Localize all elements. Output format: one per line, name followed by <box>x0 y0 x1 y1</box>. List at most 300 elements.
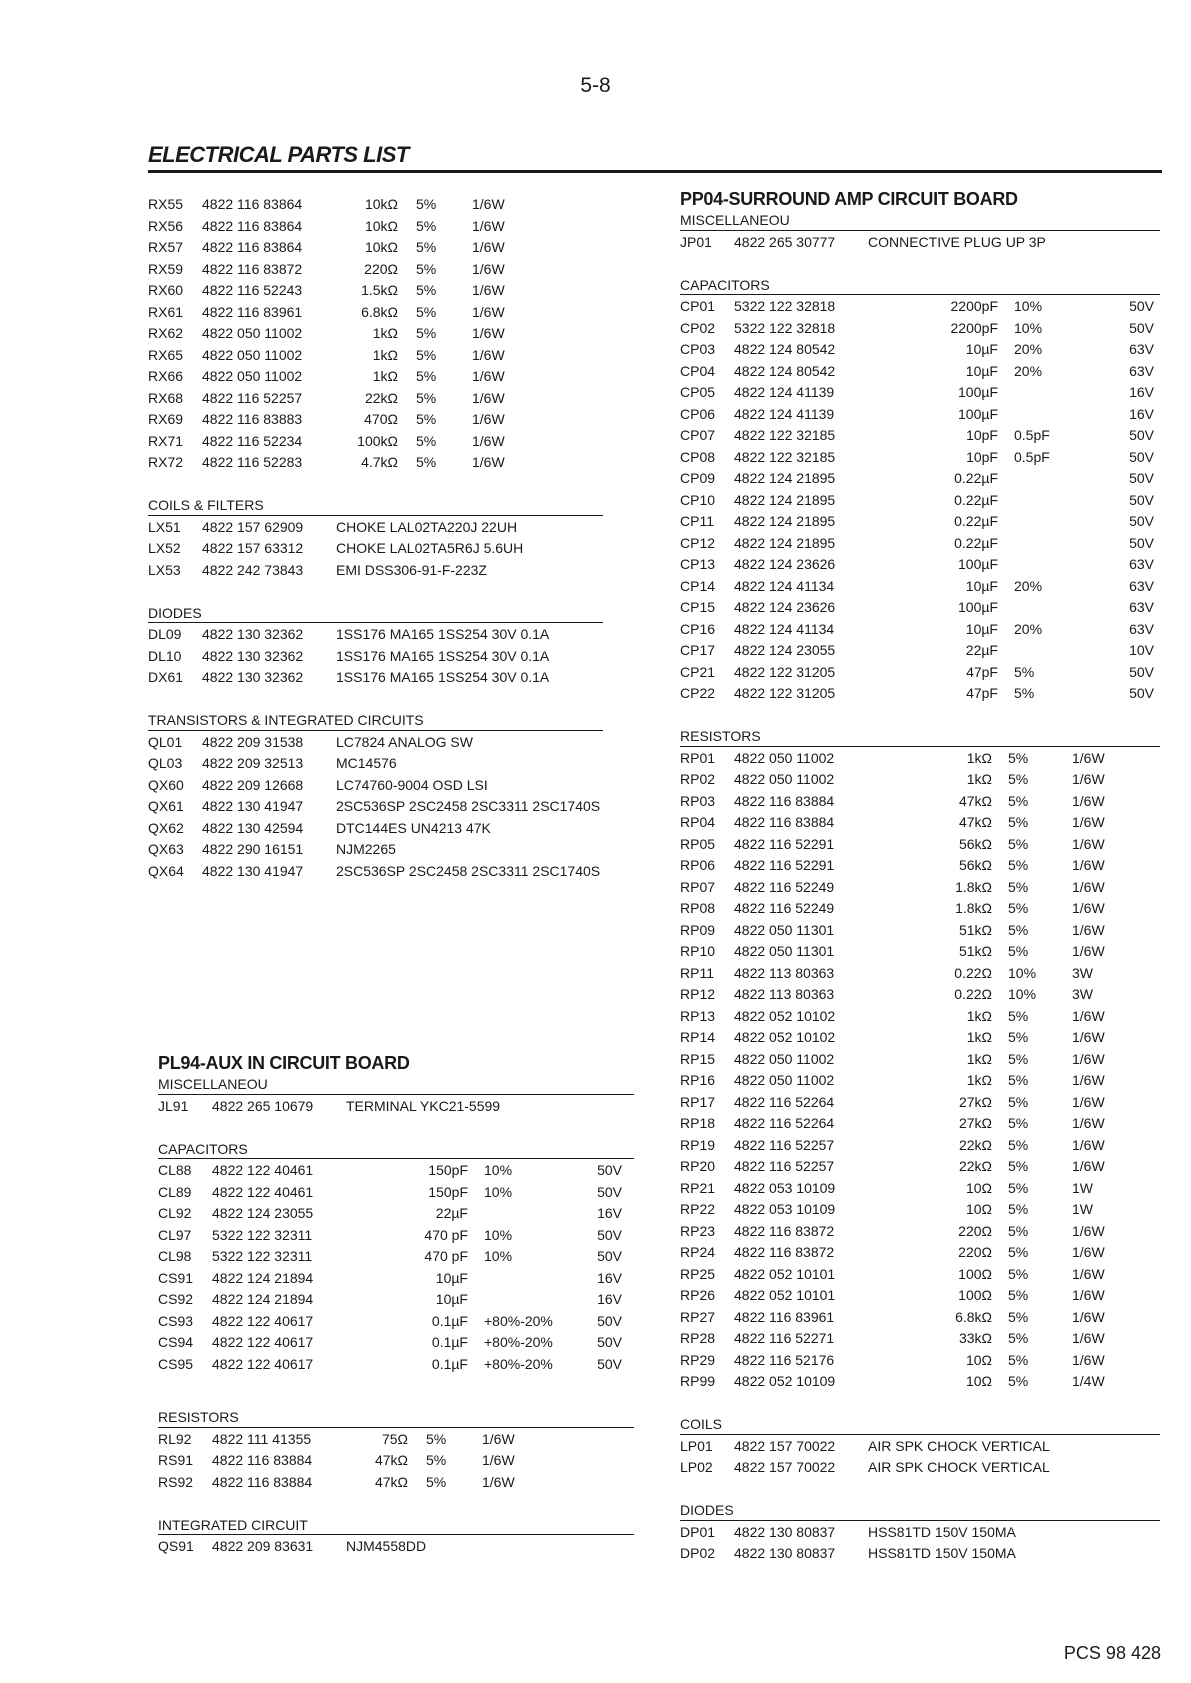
pl94-board <box>158 1052 634 1558</box>
part-ref: RP15 <box>680 1050 716 1067</box>
document-title: ELECTRICAL PARTS LIST <box>148 142 409 167</box>
part-row <box>158 1182 634 1204</box>
part-description: LC7824 ANALOG SW <box>336 733 473 750</box>
part-number: 4822 116 52291 <box>734 857 835 873</box>
part-ref: QX60 <box>148 776 184 793</box>
part-row <box>158 1268 634 1290</box>
part-number: 4822 124 41139 <box>734 405 835 422</box>
part-number: 4822 130 32362 <box>202 669 304 685</box>
part-row <box>680 1113 1160 1135</box>
part-rating: 1W <box>1072 1201 1093 1217</box>
part-number: 4822 050 11301 <box>734 943 835 959</box>
pp04-board-title: PP04-SURROUND AMP CIRCUIT BOARD <box>680 189 1018 209</box>
part-rating: 1/6W <box>472 196 505 212</box>
part-row <box>158 1289 634 1311</box>
part-tolerance: 10% <box>1008 986 1037 1002</box>
part-row <box>680 662 1160 684</box>
part-number: 4822 130 32362 <box>202 626 304 642</box>
part-rating: 1/6W <box>472 411 505 427</box>
part-value: 1kΩ <box>966 749 992 766</box>
part-number: 4822 157 70022 <box>734 1437 836 1454</box>
part-ref: RX71 <box>148 432 184 449</box>
part-tolerance <box>468 1268 544 1290</box>
part-value: 0.1µF <box>431 1355 468 1372</box>
part-ref: RP01 <box>680 749 716 766</box>
part-description: AIR SPK CHOCK VERTICAL <box>868 1459 1050 1475</box>
part-ref: CL88 <box>158 1162 192 1178</box>
part-number: 5322 122 32818 <box>734 298 836 314</box>
part-tolerance: 5% <box>426 1430 447 1447</box>
pl94-board-title: PL94-AUX IN CIRCUIT BOARD <box>158 1053 410 1073</box>
part-ref: RP05 <box>680 835 716 852</box>
part-rating: 1/6W <box>472 346 505 363</box>
part-row <box>158 1160 634 1182</box>
part-tolerance: 5% <box>1014 663 1035 680</box>
part-number: 4822 124 21895 <box>734 491 836 508</box>
part-row <box>148 818 603 840</box>
part-ref: CS91 <box>158 1269 194 1286</box>
left-transistors-list <box>148 732 603 883</box>
part-ref: RX56 <box>148 217 184 234</box>
part-row <box>680 1178 1160 1200</box>
part-tolerance: 10% <box>484 1162 513 1178</box>
part-row <box>680 1027 1160 1049</box>
part-number: 4822 116 52264 <box>734 1093 835 1110</box>
part-value: 1.8kΩ <box>955 878 992 895</box>
part-value: 47kΩ <box>374 1452 408 1468</box>
part-ref: QL03 <box>148 755 183 771</box>
part-ref: LP01 <box>680 1437 713 1454</box>
part-row <box>158 1429 634 1451</box>
left-coils-list <box>148 517 603 582</box>
part-row <box>680 382 1160 404</box>
part-row <box>680 447 1160 469</box>
part-rating: 1/6W <box>1072 792 1105 809</box>
part-description: CHOKE LAL02TA220J 22UH <box>336 518 518 535</box>
part-tolerance: 5% <box>426 1473 447 1490</box>
part-tolerance: 20% <box>1014 341 1043 357</box>
part-tolerance <box>998 640 1074 662</box>
part-ref: QL01 <box>148 733 183 750</box>
part-number: 4822 116 52257 <box>202 389 303 406</box>
part-value: 0.22µF <box>954 534 998 551</box>
part-rating: 16V <box>1129 405 1154 422</box>
part-number: 4822 116 83884 <box>734 814 835 830</box>
part-tolerance: 5% <box>1008 943 1029 959</box>
part-tolerance <box>998 597 1074 619</box>
part-ref: RP20 <box>680 1158 716 1174</box>
part-rating: 63V <box>1129 556 1154 572</box>
part-description: NJM2265 <box>336 841 396 857</box>
part-value: 22kΩ <box>958 1136 992 1153</box>
part-row <box>680 963 1160 985</box>
part-row <box>680 576 1160 598</box>
part-ref: LX53 <box>148 561 181 578</box>
part-ref: RP03 <box>680 792 716 809</box>
part-row <box>148 280 603 302</box>
part-rating: 1W <box>1072 1179 1093 1196</box>
part-tolerance: 5% <box>416 368 437 384</box>
part-tolerance: 5% <box>1008 1222 1029 1239</box>
part-rating: 50V <box>597 1248 622 1264</box>
part-rating: 50V <box>597 1162 622 1178</box>
part-value: 51kΩ <box>958 943 992 959</box>
part-number: 4822 122 32185 <box>734 448 836 465</box>
part-value: 1kΩ <box>966 771 992 787</box>
part-number: 4822 050 11301 <box>734 921 835 938</box>
part-tolerance: 5% <box>1008 1115 1029 1131</box>
part-tolerance: 0.5pF <box>1014 427 1050 443</box>
part-rating: 3W <box>1072 964 1093 981</box>
part-number: 4822 130 80837 <box>734 1523 836 1540</box>
part-value: 10Ω <box>965 1201 992 1217</box>
part-value: 100Ω <box>958 1287 992 1303</box>
part-row <box>680 296 1160 318</box>
part-ref: RP17 <box>680 1093 716 1110</box>
part-number: 4822 124 21894 <box>212 1269 314 1286</box>
part-rating: 16V <box>1129 384 1154 400</box>
part-row <box>680 468 1160 490</box>
part-row <box>680 1350 1160 1372</box>
part-ref: RX59 <box>148 260 184 277</box>
part-tolerance: 10% <box>1014 298 1043 314</box>
part-ref: RX72 <box>148 454 184 470</box>
part-value: 10µF <box>965 620 998 637</box>
part-row <box>680 1135 1160 1157</box>
part-row <box>680 1543 1160 1565</box>
part-ref: DP02 <box>680 1545 716 1561</box>
part-row <box>680 361 1160 383</box>
part-row <box>680 1328 1160 1350</box>
part-ref: JL91 <box>158 1097 189 1114</box>
pp04-capacitors-header: CAPACITORS <box>680 275 1160 297</box>
part-rating: 1/6W <box>472 325 505 341</box>
part-value: 22µF <box>965 642 998 658</box>
part-number: 4822 265 10679 <box>212 1097 314 1114</box>
part-number: 4822 124 21895 <box>734 534 836 551</box>
part-tolerance: 5% <box>1014 685 1035 701</box>
part-rating: 63V <box>1129 577 1154 594</box>
part-row <box>158 1332 634 1354</box>
part-number: 4822 124 23055 <box>212 1205 314 1221</box>
part-row <box>148 839 603 861</box>
part-value: 220Ω <box>958 1244 992 1260</box>
part-value: 1kΩ <box>372 325 398 341</box>
part-rating: 63V <box>1129 620 1154 637</box>
part-number: 4822 130 80837 <box>734 1545 836 1561</box>
part-row <box>680 1457 1160 1479</box>
part-value: 100Ω <box>958 1265 992 1282</box>
part-row <box>680 1242 1160 1264</box>
part-value: 1kΩ <box>966 1029 992 1045</box>
part-rating: 1/6W <box>1072 835 1105 852</box>
part-tolerance: 5% <box>1008 1050 1029 1067</box>
part-number: 4822 050 11002 <box>202 368 303 384</box>
pl94-ic-header: INTEGRATED CIRCUIT <box>158 1515 634 1537</box>
pp04-coils-header: COILS <box>680 1414 1160 1436</box>
part-ref: CP22 <box>680 685 716 701</box>
part-rating: 1/6W <box>1072 814 1105 830</box>
part-rating: 1/6W <box>1072 1136 1105 1153</box>
part-row <box>680 1092 1160 1114</box>
part-row <box>680 1070 1160 1092</box>
part-number: 4822 111 41355 <box>212 1430 312 1447</box>
part-row <box>148 345 603 367</box>
part-description: LC74760-9004 OSD LSI <box>336 776 488 793</box>
part-rating: 1/6W <box>1072 1308 1105 1325</box>
part-tolerance: 5% <box>1008 921 1029 938</box>
part-rating: 50V <box>1129 448 1154 465</box>
part-description: DTC144ES UN4213 47K <box>336 819 491 836</box>
part-value: 47pF <box>966 663 998 680</box>
part-rating: 1/6W <box>472 217 505 234</box>
part-ref: CL98 <box>158 1248 192 1264</box>
part-row <box>680 791 1160 813</box>
part-ref: QX62 <box>148 819 184 836</box>
part-ref: RP08 <box>680 900 716 916</box>
part-rating: 50V <box>1129 685 1154 701</box>
part-rating: 10V <box>1129 642 1154 658</box>
part-value: 56kΩ <box>958 835 992 852</box>
part-number: 4822 116 83872 <box>734 1244 835 1260</box>
part-row <box>148 194 603 216</box>
part-description: TERMINAL YKC21-5599 <box>346 1097 501 1114</box>
part-number: 4822 116 83884 <box>212 1473 313 1490</box>
part-tolerance: 5% <box>1008 1007 1029 1024</box>
part-tolerance: 5% <box>416 260 437 277</box>
part-row <box>148 517 603 539</box>
part-tolerance: 5% <box>416 325 437 341</box>
part-value: 10pF <box>966 427 998 443</box>
part-row <box>158 1203 634 1225</box>
part-number: 4822 124 21894 <box>212 1291 314 1307</box>
part-row <box>158 1450 634 1472</box>
part-tolerance: 5% <box>1008 835 1029 852</box>
part-number: 4822 122 40617 <box>212 1312 314 1329</box>
part-rating: 50V <box>1129 513 1154 529</box>
part-ref: RP29 <box>680 1351 716 1368</box>
part-tolerance <box>998 511 1074 533</box>
part-row <box>680 619 1160 641</box>
part-ref: JP01 <box>680 233 712 250</box>
part-rating: 1/6W <box>1072 921 1105 938</box>
part-value: 100µF <box>958 384 998 400</box>
part-tolerance <box>998 468 1074 490</box>
part-ref: RP24 <box>680 1244 716 1260</box>
part-tolerance: 20% <box>1014 620 1043 637</box>
part-ref: RX65 <box>148 346 184 363</box>
part-ref: CP10 <box>680 491 716 508</box>
part-ref: CP02 <box>680 319 716 336</box>
part-tolerance: +80%-20% <box>484 1312 553 1329</box>
part-rating: 50V <box>1129 470 1154 486</box>
part-ref: CP07 <box>680 427 716 443</box>
part-description: EMI DSS306-91-F-223Z <box>336 561 487 578</box>
part-value: 47pF <box>966 685 998 701</box>
part-rating: 1/6W <box>1072 1158 1105 1174</box>
part-value: 1kΩ <box>372 346 398 363</box>
part-row <box>680 554 1160 576</box>
part-number: 4822 124 23055 <box>734 642 836 658</box>
part-row <box>680 318 1160 340</box>
part-value: 150pF <box>428 1183 468 1200</box>
part-number: 4822 130 41947 <box>202 798 304 814</box>
part-ref: RP04 <box>680 814 716 830</box>
part-tolerance: 5% <box>1008 900 1029 916</box>
part-ref: CP08 <box>680 448 716 465</box>
part-description: HSS81TD 150V 150MA <box>868 1545 1016 1561</box>
part-rating: 1/6W <box>1072 1330 1105 1346</box>
part-ref: RP28 <box>680 1330 716 1346</box>
part-row <box>680 640 1160 662</box>
part-tolerance: 5% <box>1008 1265 1029 1282</box>
part-value: 4.7kΩ <box>361 454 398 470</box>
part-ref: RS91 <box>158 1452 194 1468</box>
left-resistor-list <box>148 194 603 474</box>
part-tolerance: 5% <box>1008 1287 1029 1303</box>
part-row <box>148 259 603 281</box>
part-value: 10kΩ <box>364 239 398 255</box>
part-number: 5322 122 32311 <box>212 1248 313 1264</box>
part-ref: RP26 <box>680 1287 716 1303</box>
part-number: 4822 242 73843 <box>202 561 304 578</box>
part-row <box>148 366 603 388</box>
pp04-coils-list <box>680 1436 1160 1479</box>
part-number: 4822 116 52257 <box>734 1136 835 1153</box>
part-value: 0.1µF <box>431 1312 468 1329</box>
part-rating: 63V <box>1129 599 1154 615</box>
part-row <box>148 409 603 431</box>
part-value: 10Ω <box>965 1179 992 1196</box>
part-rating: 1/6W <box>1072 1050 1105 1067</box>
part-number: 4822 130 41947 <box>202 862 304 879</box>
part-number: 4822 122 32185 <box>734 427 836 443</box>
part-description: 1SS176 MA165 1SS254 30V 0.1A <box>336 669 550 685</box>
part-tolerance: 5% <box>416 411 437 427</box>
part-ref: CP13 <box>680 556 716 572</box>
part-rating: 1/6W <box>472 239 505 255</box>
part-number: 4822 116 83884 <box>212 1452 313 1468</box>
part-ref: CL97 <box>158 1226 192 1243</box>
part-value: 27kΩ <box>958 1093 992 1110</box>
part-tolerance: 5% <box>1008 1308 1029 1325</box>
part-row <box>148 560 603 582</box>
part-rating: 1/6W <box>1072 1093 1105 1110</box>
part-rating: 50V <box>1129 427 1154 443</box>
part-rating: 1/6W <box>1072 878 1105 895</box>
part-row <box>680 1285 1160 1307</box>
part-number: 4822 050 11002 <box>734 771 835 787</box>
part-number: 4822 053 10109 <box>734 1179 836 1196</box>
pl94-ic-list <box>158 1536 634 1558</box>
part-number: 4822 122 40461 <box>212 1183 314 1200</box>
part-tolerance: 0.5pF <box>1014 448 1050 465</box>
pl94-capacitors-header: CAPACITORS <box>158 1139 634 1161</box>
part-number: 4822 124 41134 <box>734 620 835 637</box>
part-value: 100kΩ <box>357 432 398 449</box>
part-row <box>148 624 603 646</box>
part-rating: 1/6W <box>1072 771 1105 787</box>
part-row <box>680 1264 1160 1286</box>
part-row <box>680 1307 1160 1329</box>
part-ref: RP14 <box>680 1029 716 1045</box>
part-value: 1kΩ <box>966 1050 992 1067</box>
part-ref: CP06 <box>680 405 716 422</box>
part-ref: RX55 <box>148 196 184 212</box>
pl94-misc-header: MISCELLANEOU <box>158 1074 634 1096</box>
part-rating: 1/6W <box>1072 1007 1105 1024</box>
part-tolerance: 5% <box>1008 1072 1029 1088</box>
part-rating: 1/6W <box>1072 1287 1105 1303</box>
part-number: 4822 116 52243 <box>202 282 303 298</box>
part-number: 4822 113 80363 <box>734 986 835 1002</box>
part-ref: RX68 <box>148 389 184 406</box>
part-value: 220Ω <box>364 260 398 277</box>
part-value: 0.22µF <box>954 513 998 529</box>
part-number: 4822 116 52257 <box>734 1158 835 1174</box>
part-row <box>148 667 603 689</box>
part-ref: RP02 <box>680 771 716 787</box>
part-row <box>680 941 1160 963</box>
part-rating: 1/6W <box>472 368 505 384</box>
part-rating: 1/6W <box>1072 1351 1105 1368</box>
part-description: AIR SPK CHOCK VERTICAL <box>868 1437 1050 1454</box>
part-ref: CP04 <box>680 362 716 379</box>
pl94-misc-list <box>158 1096 634 1118</box>
part-description: CONNECTIVE PLUG UP 3P <box>868 233 1046 250</box>
part-description: CHOKE LAL02TA5R6J 5.6UH <box>336 540 524 556</box>
part-number: 5322 122 32311 <box>212 1226 313 1243</box>
part-row <box>680 597 1160 619</box>
part-value: 10µF <box>435 1291 468 1307</box>
part-tolerance: 5% <box>416 196 437 212</box>
part-tolerance: 5% <box>1008 814 1029 830</box>
part-number: 4822 052 10102 <box>734 1029 836 1045</box>
part-number: 4822 124 21895 <box>734 513 836 529</box>
part-ref: CP12 <box>680 534 716 551</box>
part-rating: 1/6W <box>1072 1265 1105 1282</box>
part-row <box>680 1522 1160 1544</box>
part-row <box>158 1472 634 1494</box>
section-header-coils-filters: COILS & FILTERS <box>148 495 603 517</box>
part-tolerance: 5% <box>416 217 437 234</box>
part-number: 4822 116 52249 <box>734 900 835 916</box>
part-tolerance: 10% <box>1014 319 1043 336</box>
part-tolerance: 10% <box>484 1248 513 1264</box>
pl94-resistors-header: RESISTORS <box>158 1407 634 1429</box>
part-number: 4822 052 10101 <box>734 1287 836 1303</box>
document-code: PCS 98 428 <box>1063 1643 1161 1663</box>
part-ref: CP01 <box>680 298 716 314</box>
part-number: 4822 130 42594 <box>202 819 304 836</box>
part-row <box>148 861 603 883</box>
part-tolerance: 10% <box>1008 964 1037 981</box>
part-value: 56kΩ <box>958 857 992 873</box>
part-number: 4822 122 40617 <box>212 1355 314 1372</box>
pp04-diodes-header: DIODES <box>680 1500 1160 1522</box>
part-value: 0.22Ω <box>954 986 992 1002</box>
part-row <box>158 1096 634 1118</box>
part-row <box>680 1199 1160 1221</box>
part-description: NJM4558DD <box>346 1538 427 1554</box>
part-number: 4822 209 83631 <box>212 1538 314 1554</box>
part-number: 4822 157 63312 <box>202 540 304 556</box>
part-row <box>148 796 603 818</box>
left-top-column <box>148 194 603 882</box>
part-rating: 50V <box>1129 663 1154 680</box>
part-number: 4822 209 31538 <box>202 733 304 750</box>
part-ref: CP14 <box>680 577 716 594</box>
